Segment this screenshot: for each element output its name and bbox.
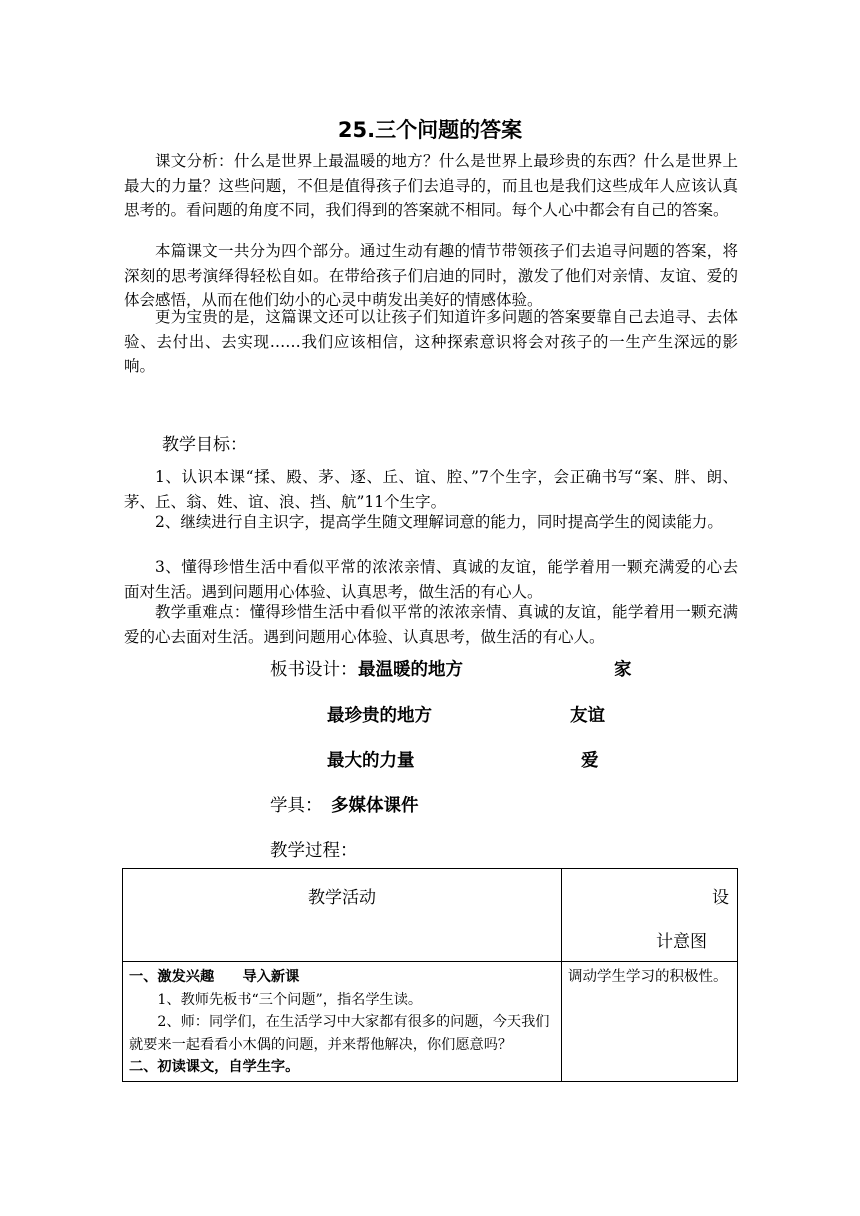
activity-header-cell bbox=[123, 869, 562, 962]
intent-cell bbox=[562, 962, 738, 1082]
board-row-2-right: 友谊 bbox=[570, 706, 605, 726]
analysis-paragraph-1: 课文分析：什么是世界上最温暖的地方？什么是世界上最珍贵的东西？什么是世界上最大的力量？这些问题，不但是值得孩子们去追寻的，而且也是我们这些成年人应该认真思考的。看问题的角度不同，我们得到的答案就不相同。每个人心中都会有自己的答案。 bbox=[124, 152, 738, 220]
intent-header-line-1: 设 bbox=[712, 888, 729, 908]
analysis-paragraph-3: 更为宝贵的是，这篇课文还可以让孩子们知道许多问题的答案要靠自己去追寻、去体验、去付出、去实现……我们应该相信，这种探索意识将会对孩子的一生产生深远的影响。 bbox=[124, 308, 738, 376]
tools-label: 学具： bbox=[270, 796, 323, 816]
goal-3: 3、懂得珍惜生活中看似平常的浓浓亲情、真诚的友谊，能学着用一颗充满爱的心去面对生活。遇到问题用心体验、认真思考，做生活的有心人。 bbox=[124, 558, 738, 601]
activity-header: 教学活动 bbox=[308, 888, 376, 908]
table-header-row bbox=[123, 869, 738, 962]
board-row-2-left: 最珍贵的地方 bbox=[327, 706, 432, 726]
analysis-paragraph-2: 本篇课文一共分为四个部分。通过生动有趣的情节带领孩子们去追寻问题的答案，将深刻的思考演绎得轻松自如。在带给孩子们启迪的同时，激发了他们对亲情、友谊、爱的体会感悟，从而在他们幼小的心灵中萌发出美好的情感体验。 bbox=[124, 242, 738, 310]
board-row-1-left: 最温暖的地方 bbox=[358, 660, 463, 680]
board-row-1-right: 家 bbox=[614, 660, 632, 680]
process-heading: 教学过程： bbox=[270, 841, 358, 861]
intent-header-line-2: 计意图 bbox=[656, 932, 707, 952]
table-row bbox=[123, 962, 738, 1082]
step-1: 1、教师先板书“三个问题”，指名学生读。 bbox=[157, 991, 423, 1008]
goal-2: 2、继续进行自主识字，提高学生随文理解词意的能力，同时提高学生的阅读能力。 bbox=[155, 513, 723, 531]
lesson-table bbox=[122, 868, 738, 1082]
activity-cell bbox=[123, 962, 562, 1082]
goal-1: 1、认识本课“揉、殿、茅、逐、丘、谊、腔、”7个生字，会正确书写“案、胖、朗、茅、丘、翁、姓、谊、浪、挡、航”11个生字。 bbox=[124, 468, 738, 511]
goals-heading: 教学目标： bbox=[162, 435, 247, 455]
key-difficulty: 教学重难点：懂得珍惜生活中看似平常的浓浓亲情、真诚的友谊，能学着用一颗充满爱的心去面对生活。遇到问题用心体验、认真思考，做生活的有心人。 bbox=[124, 603, 738, 646]
tools-value: 多媒体课件 bbox=[331, 796, 419, 816]
intent-text: 调动学生学习的积极性。 bbox=[568, 969, 728, 985]
board-row-3-left: 最大的力量 bbox=[327, 751, 415, 771]
page-title: 25.三个问题的答案 bbox=[337, 118, 523, 142]
board-label: 板书设计： bbox=[270, 660, 358, 680]
step-2: 2、师：同学们，在生活学习中大家都有很多的问题，今天我们就要来一起看看小木偶的问题，并来帮他解决，你们愿意吗？ bbox=[129, 1014, 550, 1053]
section-2-title: 二、初读课文，自学生字。 bbox=[129, 1059, 300, 1075]
intent-header-cell bbox=[562, 869, 738, 962]
section-1-title: 一、激发兴趣 导入新课 bbox=[129, 969, 300, 985]
board-row-3-right: 爱 bbox=[581, 751, 599, 771]
